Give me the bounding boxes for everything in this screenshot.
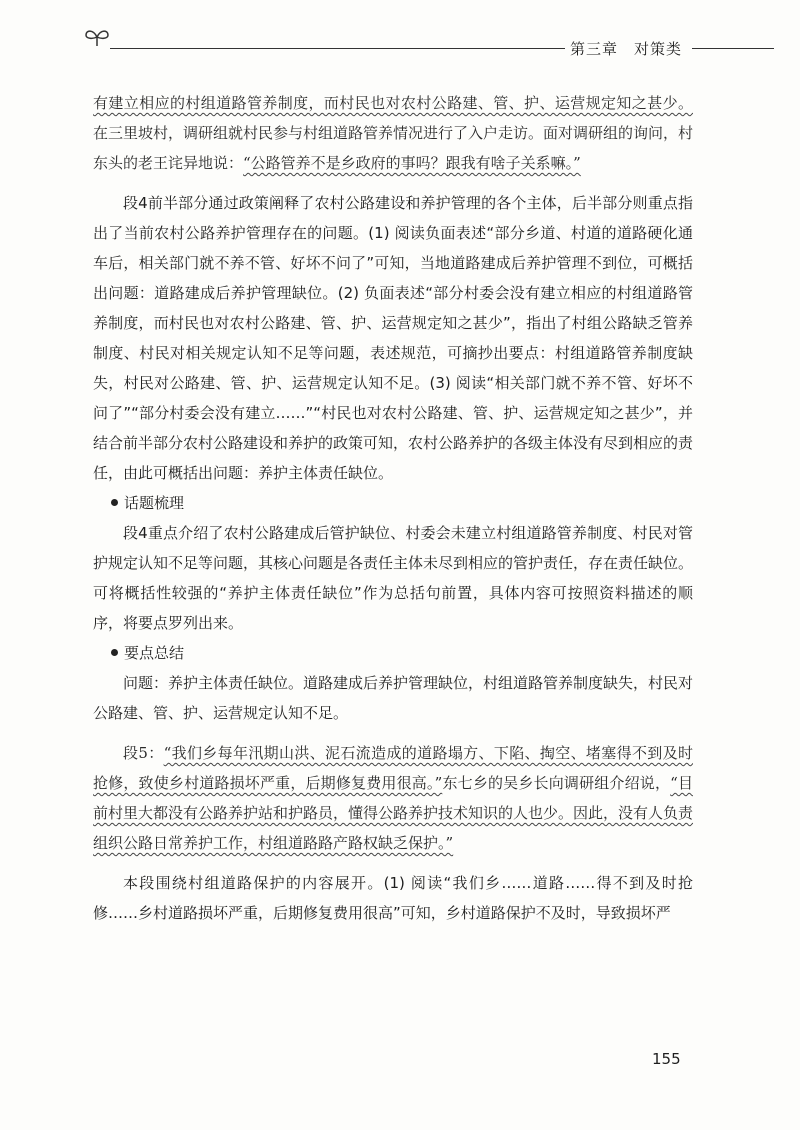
sprout-icon <box>84 26 110 48</box>
page-header <box>0 0 800 70</box>
chapter-title: 第三章 对策类 <box>570 40 683 58</box>
header-rule-right <box>692 48 774 49</box>
body-text: 东七乡的吴乡长向调研组介绍说， <box>442 774 671 792</box>
analysis-paragraph: 段4前半部分通过政策阐释了农村公路建设和养护管理的各个主体，后半部分则重点指出了当前农村公路养护管理存在的问题。(1) 阅读负面表述“部分乡道、村道的道路硬化通车后，相关部门就不养不管、好坏不问了”可知，当地道路建成后养护管理不到位，可概括出问题：道路建成后养护管理缺位。(2) 负面表述“部分村委会没有建立相应的村组道路管养制度，而村民也对农村公路建、管、护、运营规定知之甚少”，指出了村组公路缺乏管养制度、村民对相关规定认知不足等问题，表述规范，可摘抄出要点：村组道路管养制度缺失，村民对公路建、管、护、运营规定认知不足。(3) 阅读“相关部门就不养不管、好坏不问了”“部分村委会没有建立……”“村民也对农村公路建、管、护、运营规定知之甚少”，并结合前半部分农村公路建设和养护的政策可知，农村公路养护的各级主体没有尽到相应的责任，由此可概括出问题：养护主体责任缺位。 <box>93 194 694 482</box>
bullet-icon <box>111 649 118 656</box>
page-content <box>93 88 693 928</box>
heading-text: 话题梳理 <box>124 494 185 512</box>
page-number: 155 <box>652 1050 681 1068</box>
quoted-material-paragraph <box>93 88 693 178</box>
segment-label: 段5： <box>123 744 164 762</box>
quoted-material-paragraph <box>93 738 693 858</box>
underlined-quote: “公路管养不是乡政府的事吗？跟我有啥子关系嘛。” <box>243 154 581 172</box>
section-heading <box>111 488 693 518</box>
underlined-text: 有建立相应的村组道路管养制度，而村民也对农村公路建、管、护、运营规定知之甚少。 <box>93 94 693 112</box>
underlined-quote: “我们乡每年汛期山洪、泥石流造成的道路塌方、下陷、掏空、堵塞得不到及时抢修，致使乡村道路损坏严重，后期修复费用很高。” <box>93 744 693 792</box>
underlined-quote: “目前村里大都没有公路养护站和护路员，懂得公路养护技术知识的人也少。因此，没有人负责组织公路日常养护工作，村组道路路产路权缺乏保护。” <box>93 774 694 852</box>
section-heading <box>111 638 693 668</box>
heading-text: 要点总结 <box>124 644 185 662</box>
topic-paragraph: 段4重点介绍了农村公路建成后管护缺位、村委会未建立村组道路管养制度、村民对管护规定认知不足等问题，其核心问题是各责任主体未尽到相应的管护责任，存在责任缺位。可将概括性较强的“养护主体责任缺位”作为总括句前置，具体内容可按照资料描述的顺序，将要点罗列出来。 <box>93 524 694 632</box>
analysis-paragraph: 本段围绕村组道路保护的内容展开。(1) 阅读“我们乡……道路……得不到及时抢修……乡村道路损坏严重，后期修复费用很高”可知，乡村道路保护不及时，导致损坏严 <box>93 874 693 922</box>
bullet-icon <box>111 499 118 506</box>
body-text: 在三里坡村，调研组就村民参与村组道路管养情况进行了入户走访。面对调研组的询问，村东头的老王诧异地说： <box>93 124 694 172</box>
summary-paragraph: 问题：养护主体责任缺位。道路建成后养护管理缺位，村组道路管养制度缺失，村民对公路建、管、护、运营规定认知不足。 <box>93 674 694 722</box>
header-rule-left <box>110 48 565 49</box>
